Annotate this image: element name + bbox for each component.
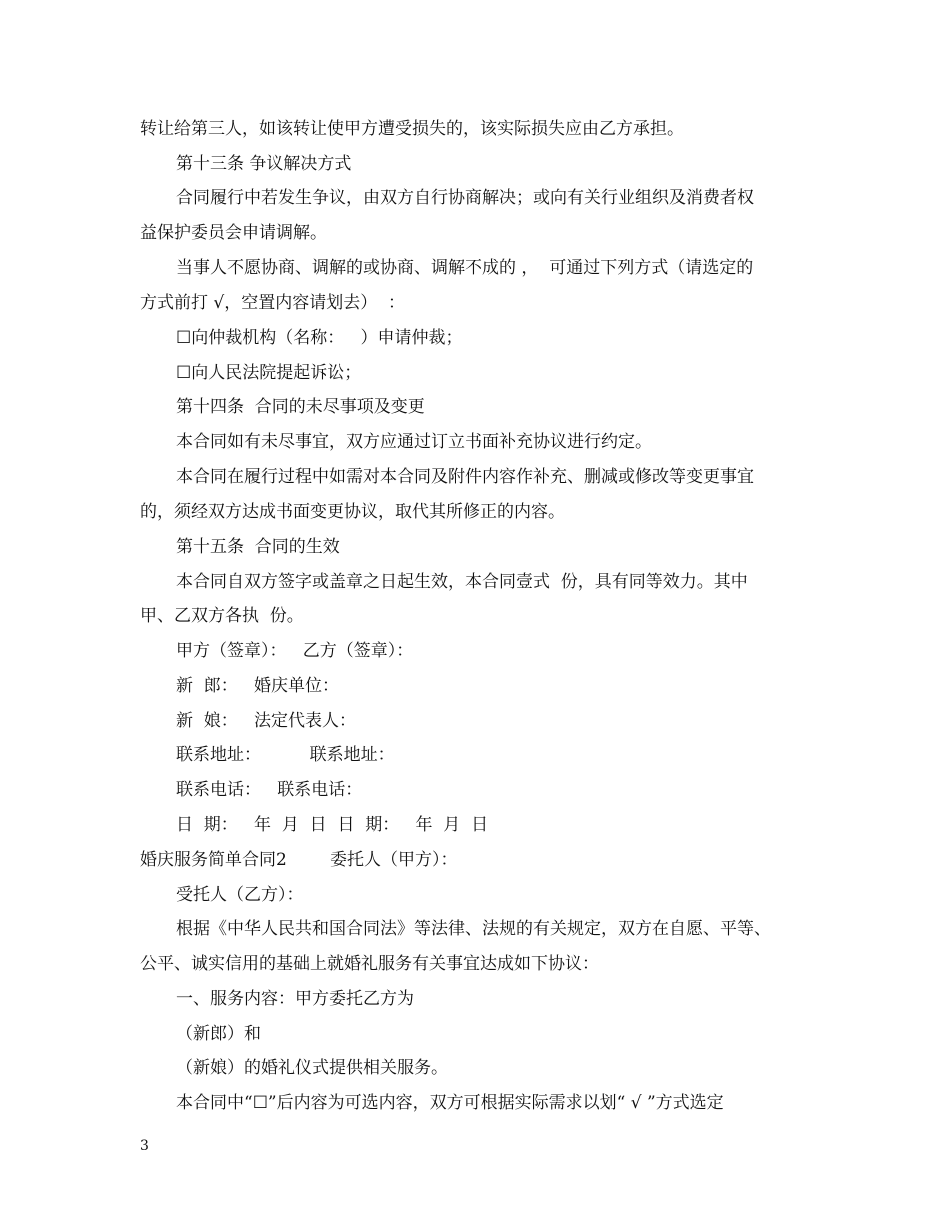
text-line: 方式前打 √，空置内容请划去） ： bbox=[140, 293, 406, 313]
text-line: 当事人不愿协商、调解的或协商、调解不成的 ， 可通过下列方式（请选定的 bbox=[176, 258, 754, 278]
text-line: 本合同如有未尽事宜，双方应通过订立书面补充协议进行约定。 bbox=[176, 432, 652, 452]
signature-line: 甲方（签章）： 乙方（签章）： bbox=[176, 641, 414, 661]
text-line: 合同履行中若发生争议，由双方自行协商解决；或向有关行业组织及消费者权 bbox=[176, 188, 754, 208]
checkbox-option-litigation: ☐向人民法院提起诉讼； bbox=[176, 363, 362, 383]
section-heading: 第十三条 争议解决方式 bbox=[176, 154, 352, 174]
text-line: 本合同在履行过程中如需对本合同及附件内容作补充、删减或修改等变更事宜 bbox=[176, 467, 754, 487]
signature-line: 联系电话： 联系电话： bbox=[176, 780, 363, 800]
signature-line: 联系地址： 联系地址： bbox=[176, 745, 395, 765]
text-line: 本合同中“☐”后内容为可选内容，双方可根据实际需求以划“ √ ”方式选定 bbox=[176, 1093, 724, 1113]
text-line: 根据《中华人民共和国合同法》等法律、法规的有关规定，双方在自愿、平等、 bbox=[176, 919, 771, 939]
section-heading: 第十五条 合同的生效 bbox=[176, 537, 340, 557]
text-line: 转让给第三人，如该转让使甲方遭受损失的，该实际损失应由乙方承担。 bbox=[140, 119, 684, 139]
signature-line: 新 郎： 婚庆单位： bbox=[176, 676, 340, 696]
contract-title-line: 婚庆服务简单合同2 委托人（甲方）： bbox=[140, 850, 458, 870]
text-line: （新娘）的婚礼仪式提供相关服务。 bbox=[176, 1058, 448, 1078]
signature-line: 日 期： 年 月 日 日 期： 年 月 日 bbox=[176, 815, 489, 835]
page-number: 3 bbox=[140, 1138, 149, 1154]
text-line: （新郎）和 bbox=[176, 1024, 261, 1044]
text-line: 本合同自双方签字或盖章之日起生效，本合同壹式 份，具有同等效力。其中 bbox=[176, 572, 748, 592]
text-line: 受托人（乙方）： bbox=[176, 885, 304, 905]
text-line: 益保护委员会申请调解。 bbox=[140, 223, 327, 243]
section-heading: 第十四条 合同的未尽事项及变更 bbox=[176, 397, 425, 417]
signature-line: 新 娘： 法定代表人： bbox=[176, 711, 357, 731]
text-line: 的，须经双方达成书面变更协议，取代其所修正的内容。 bbox=[140, 502, 565, 522]
text-line: 一、服务内容：甲方委托乙方为 bbox=[176, 989, 414, 1009]
checkbox-option-arbitration: ☐向仲裁机构（名称： ）申请仲裁； bbox=[176, 328, 463, 348]
text-line: 甲、乙双方各执 份。 bbox=[140, 606, 304, 626]
text-line: 公平、诚实信用的基础上就婚礼服务有关事宜达成如下协议： bbox=[140, 954, 599, 974]
